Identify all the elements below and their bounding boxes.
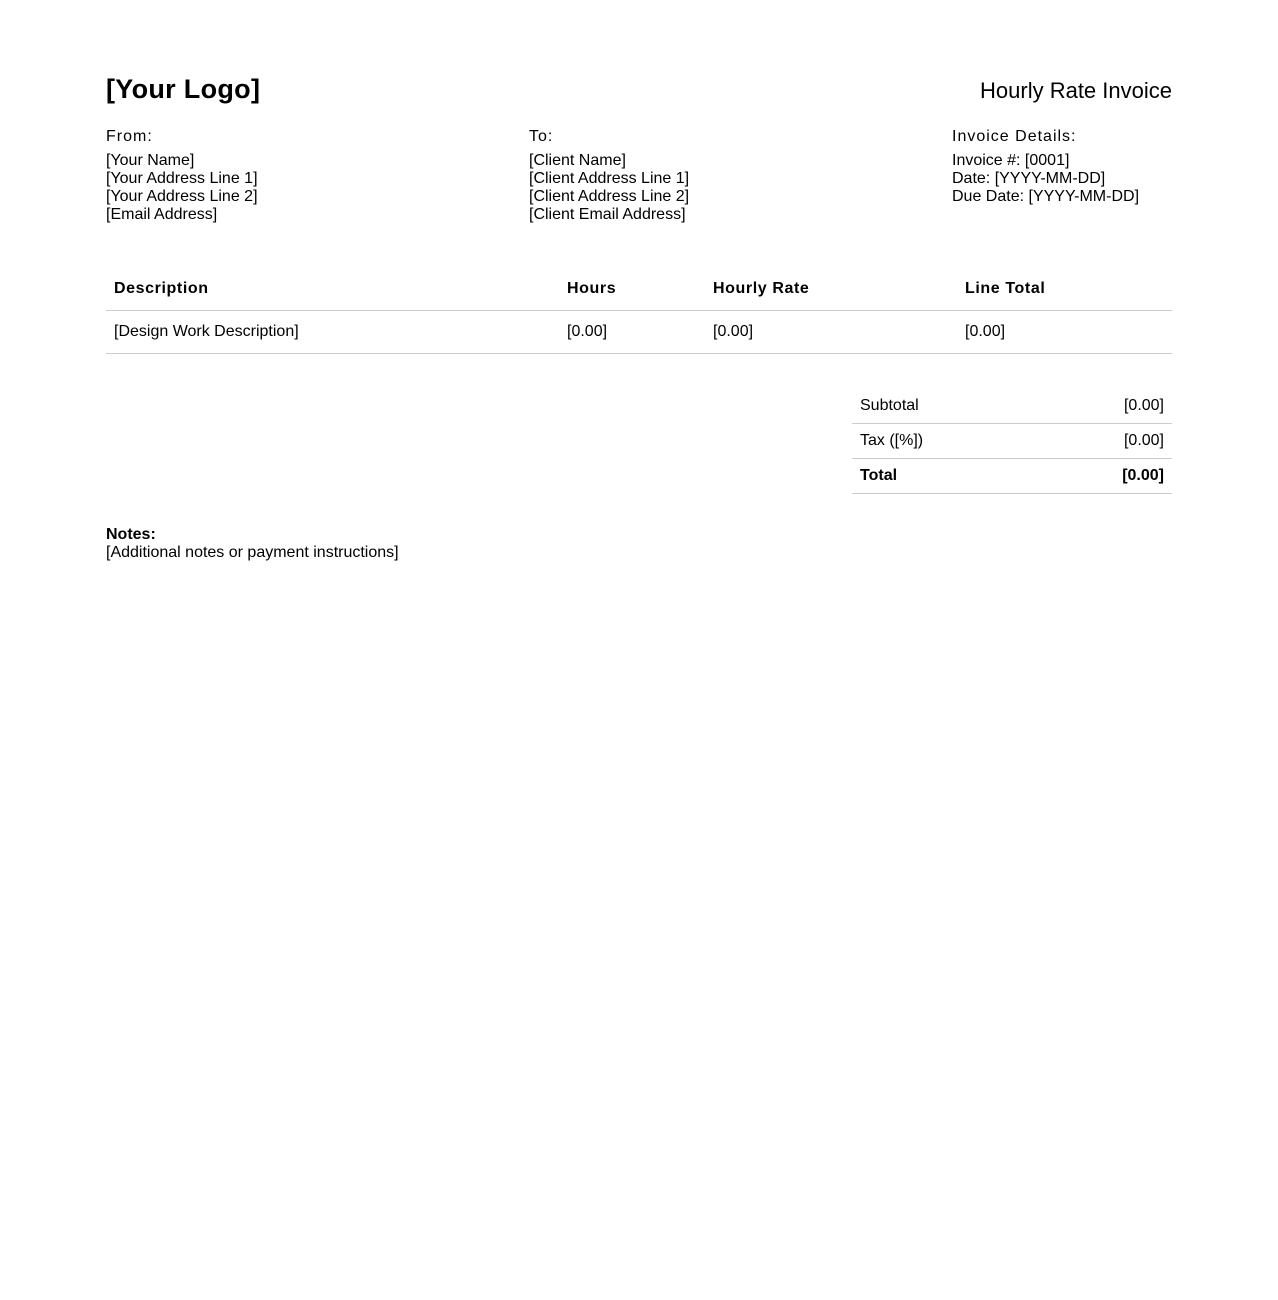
notes-text: [Additional notes or payment instructions] — [106, 544, 399, 561]
from-address-1: [Your Address Line 1] — [106, 170, 258, 187]
total-value: [0.00] — [1037, 459, 1172, 494]
invoice-page — [106, 72, 1172, 562]
from-address-2: [Your Address Line 2] — [106, 188, 258, 205]
tax-value: [0.00] — [1037, 424, 1172, 459]
invoice-due-date: Due Date: [YYYY-MM-DD] — [952, 188, 1140, 205]
cell-description: [Design Work Description] — [106, 311, 559, 354]
total-label: Total — [852, 459, 1037, 494]
table-row — [106, 311, 1172, 354]
table-header-row — [106, 268, 1172, 311]
invoice-date: Date: [YYYY-MM-DD] — [952, 170, 1106, 187]
invoice-details-block — [952, 128, 1172, 224]
from-label: From: — [106, 128, 153, 145]
line-items-table — [106, 268, 1172, 354]
from-email: [Email Address] — [106, 206, 218, 223]
to-address-1: [Client Address Line 1] — [529, 170, 690, 187]
from-name: [Your Name] — [106, 152, 195, 169]
cell-hourly-rate: [0.00] — [705, 311, 957, 354]
logo-placeholder: [Your Logo] — [106, 74, 261, 104]
to-label: To: — [529, 128, 554, 145]
cell-line-total: [0.00] — [957, 311, 1172, 354]
invoice-title: Hourly Rate Invoice — [980, 78, 1172, 103]
cell-hours: [0.00] — [559, 311, 705, 354]
details-label: Invoice Details: — [952, 128, 1077, 145]
tax-row — [852, 424, 1172, 459]
totals-table — [852, 389, 1172, 494]
to-block — [529, 128, 952, 224]
column-header-line-total: Line Total — [957, 268, 1172, 311]
notes-section — [106, 526, 1172, 562]
column-header-hourly-rate: Hourly Rate — [705, 268, 957, 311]
subtotal-value: [0.00] — [1037, 389, 1172, 424]
column-header-hours: Hours — [559, 268, 705, 311]
notes-label: Notes: — [106, 526, 156, 543]
parties-section — [106, 128, 1172, 224]
subtotal-row — [852, 389, 1172, 424]
to-email: [Client Email Address] — [529, 206, 686, 223]
tax-label: Tax ([%]) — [852, 424, 1037, 459]
subtotal-label: Subtotal — [852, 389, 1037, 424]
invoice-header — [106, 72, 1172, 120]
total-row — [852, 459, 1172, 494]
invoice-number: Invoice #: [0001] — [952, 152, 1070, 169]
to-name: [Client Name] — [529, 152, 626, 169]
column-header-description: Description — [106, 268, 559, 311]
from-block — [106, 128, 529, 224]
to-address-2: [Client Address Line 2] — [529, 188, 690, 205]
